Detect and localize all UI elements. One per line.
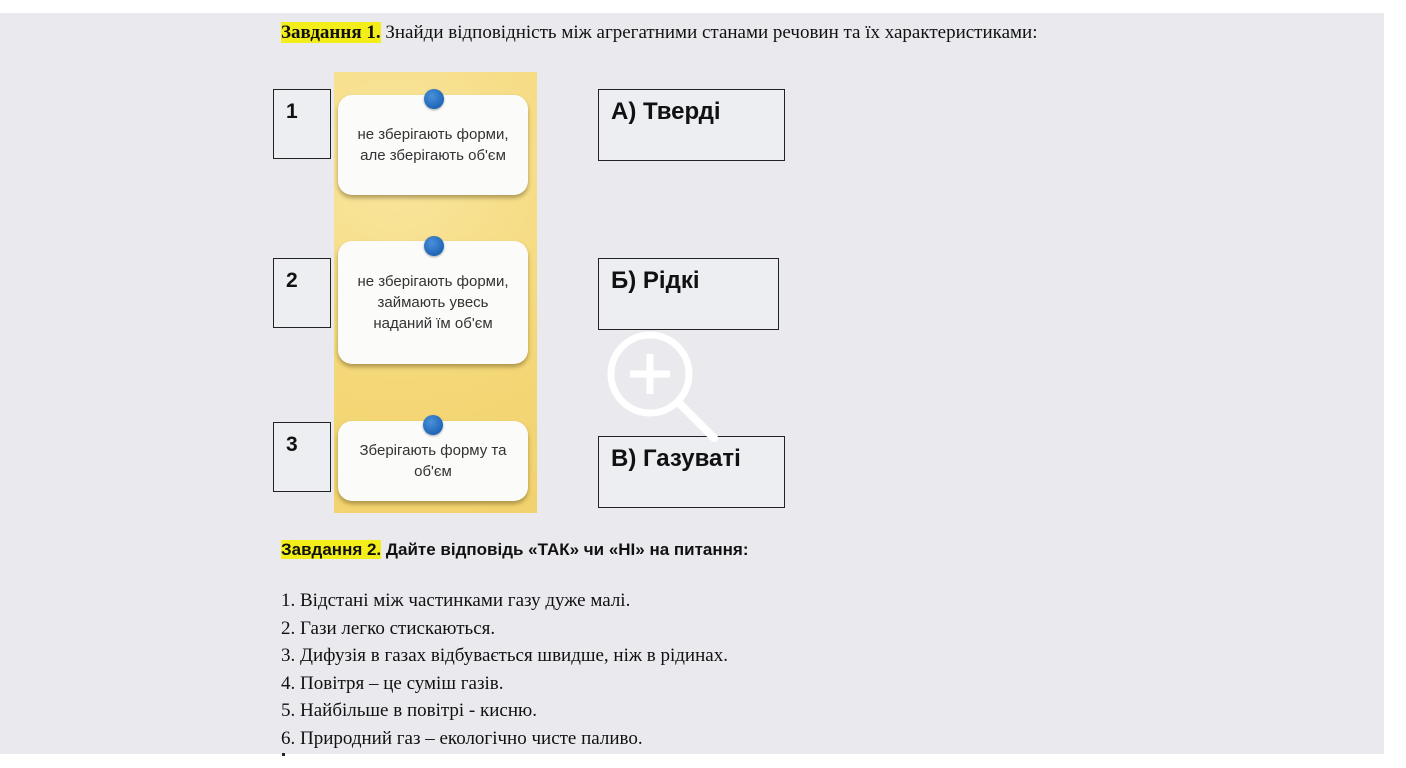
list-continuation-mark — [282, 753, 285, 756]
task2-label: Завдання 2. — [281, 540, 382, 559]
question-item: 3. Дифузія в газах відбувається швидше, ніж в рідинах. — [281, 645, 728, 666]
question-item: 1. Відстані між частинками газу дуже малі. — [281, 590, 631, 611]
pin-icon — [424, 89, 444, 109]
answer-box-c: В) Газуваті — [598, 436, 785, 508]
zoom-in-icon[interactable] — [604, 328, 724, 448]
task1-heading — [281, 20, 1101, 45]
task2-heading — [281, 538, 749, 562]
question-item: 5. Найбільше в повітрі - кисню. — [281, 700, 537, 721]
card-3-text: Зберігають форму та об'єм — [359, 442, 507, 480]
question-list — [281, 587, 728, 752]
card-1-text: не зберігають форми, але зберігають об'єм — [357, 126, 509, 164]
task1-label: Завдання 1. — [281, 22, 381, 43]
pin-icon — [423, 415, 443, 435]
answer-box-b: Б) Рідкі — [598, 258, 779, 330]
number-box-3: 3 — [273, 422, 331, 492]
card-2-text: не зберігають форми, займають увесь наданий їм об'єм — [357, 273, 509, 332]
question-item: 4. Повітря – це суміш газів. — [281, 672, 504, 694]
card-2 — [338, 241, 528, 364]
number-box-1: 1 — [273, 89, 331, 159]
question-item: 2. Гази легко стискаються. — [281, 617, 496, 639]
card-1 — [338, 95, 528, 195]
task1-text: Знайди відповідність між агрегатними станами речовин та їх характеристиками: — [380, 22, 1038, 43]
task2-text: Дайте відповідь «ТАК» чи «НІ» на питання: — [381, 540, 749, 559]
pin-icon — [424, 236, 444, 256]
answer-box-a: А) Тверді — [598, 89, 785, 161]
question-item: 6. Природний газ – екологічно чисте паливо. — [281, 727, 643, 749]
number-box-2: 2 — [273, 258, 331, 328]
